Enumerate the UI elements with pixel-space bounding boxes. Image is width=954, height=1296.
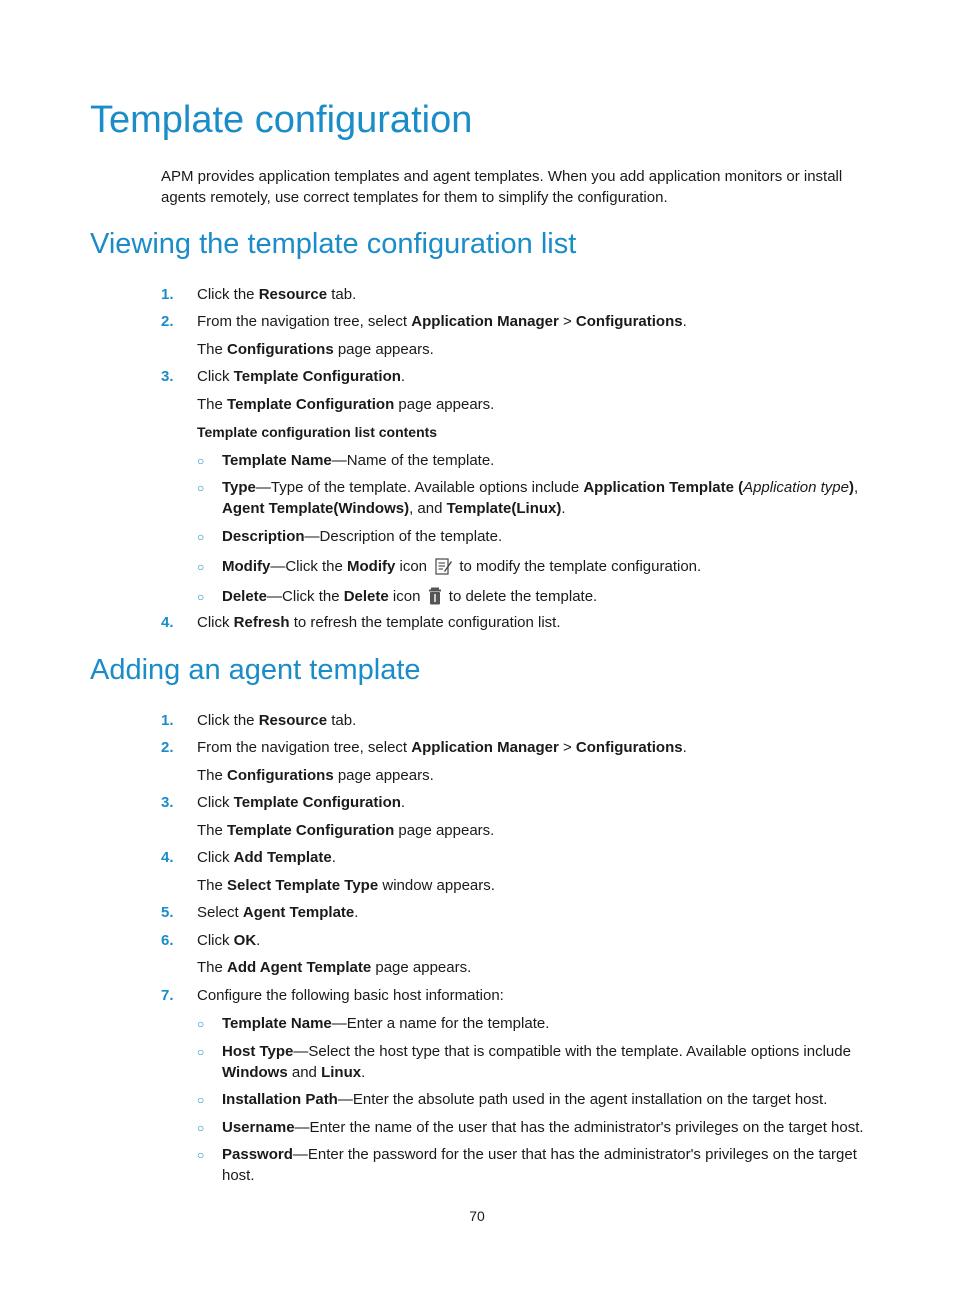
step-number: 6. xyxy=(161,932,174,949)
step-number: 7. xyxy=(161,987,174,1004)
step-note: The Configurations page appears. xyxy=(197,767,434,784)
step-number: 2. xyxy=(161,739,174,756)
bullet-icon: ○ xyxy=(197,454,205,468)
step-note: The Add Agent Template page appears. xyxy=(197,959,472,976)
page-number: 70 xyxy=(469,1208,485,1224)
step-number: 1. xyxy=(161,712,174,729)
step-text: Click Template Configuration. xyxy=(197,794,406,811)
step-text: Click Refresh to refresh the template configuration list. xyxy=(197,614,561,631)
step-number: 3. xyxy=(161,368,174,385)
step-text: Configure the following basic host information: xyxy=(197,987,504,1004)
list-item: Template Name—Enter a name for the template. xyxy=(222,1015,550,1032)
list-item: Username—Enter the name of the user that has the administrator's privileges on the target host. xyxy=(222,1119,864,1136)
step-text: Click OK. xyxy=(197,932,261,949)
trash-icon xyxy=(428,587,442,605)
list-item: Description—Description of the template. xyxy=(222,528,503,545)
section-heading-viewing: Viewing the template configuration list xyxy=(90,228,577,260)
bullet-icon: ○ xyxy=(197,590,205,604)
list-item: Template Name—Name of the template. xyxy=(222,452,495,469)
step-text: Click Add Template. xyxy=(197,849,336,866)
step-note: The Select Template Type window appears. xyxy=(197,877,495,894)
step-note: The Template Configuration page appears. xyxy=(197,822,495,839)
intro-paragraph: APM provides application templates and agent templates. When you add application monitors or install agents remotely, use correct templates for them to simplify the configuration. xyxy=(161,168,843,206)
list-item: Delete—Click the Delete icon to delete the template. xyxy=(222,588,598,605)
step-text: From the navigation tree, select Application Manager > Configurations. xyxy=(197,739,687,756)
bullet-icon: ○ xyxy=(197,530,205,544)
list-item: Host Type—Select the host type that is compatible with the template. Available options include Windows and Linux. xyxy=(222,1043,851,1081)
step-number: 4. xyxy=(161,614,174,631)
section-heading-adding: Adding an agent template xyxy=(90,654,421,686)
bullet-icon: ○ xyxy=(197,1045,205,1059)
step-number: 1. xyxy=(161,286,174,303)
list-item: Modify—Click the Modify icon to modify the template configuration. xyxy=(222,558,702,575)
step-number: 5. xyxy=(161,904,174,921)
step-number: 3. xyxy=(161,794,174,811)
list-item: Installation Path—Enter the absolute path used in the agent installation on the target host. xyxy=(222,1091,828,1108)
step-text: Click the Resource tab. xyxy=(197,286,357,303)
modify-icon xyxy=(434,557,452,575)
step-text: Click Template Configuration. xyxy=(197,368,406,385)
step-text: From the navigation tree, select Application Manager > Configurations. xyxy=(197,313,687,330)
step-text: Select Agent Template. xyxy=(197,904,359,921)
step-note: The Template Configuration page appears. xyxy=(197,396,495,413)
step-number: 2. xyxy=(161,313,174,330)
bullet-icon: ○ xyxy=(197,1121,205,1135)
list-item: Type—Type of the template. Available options include Application Template (Application type), Agent Template(Windows), and Template(Linux). xyxy=(222,479,859,517)
list-item: Password—Enter the password for the user that has the administrator's privileges on the target host. xyxy=(222,1146,857,1184)
bullet-icon: ○ xyxy=(197,1017,205,1031)
bullet-icon: ○ xyxy=(197,1148,205,1162)
page-title: Template configuration xyxy=(90,99,473,141)
step-number: 4. xyxy=(161,849,174,866)
bullet-icon: ○ xyxy=(197,481,205,495)
bullet-icon: ○ xyxy=(197,560,205,574)
list-heading: Template configuration list contents xyxy=(197,424,438,440)
step-note: The Configurations page appears. xyxy=(197,341,434,358)
bullet-icon: ○ xyxy=(197,1093,205,1107)
step-text: Click the Resource tab. xyxy=(197,712,357,729)
